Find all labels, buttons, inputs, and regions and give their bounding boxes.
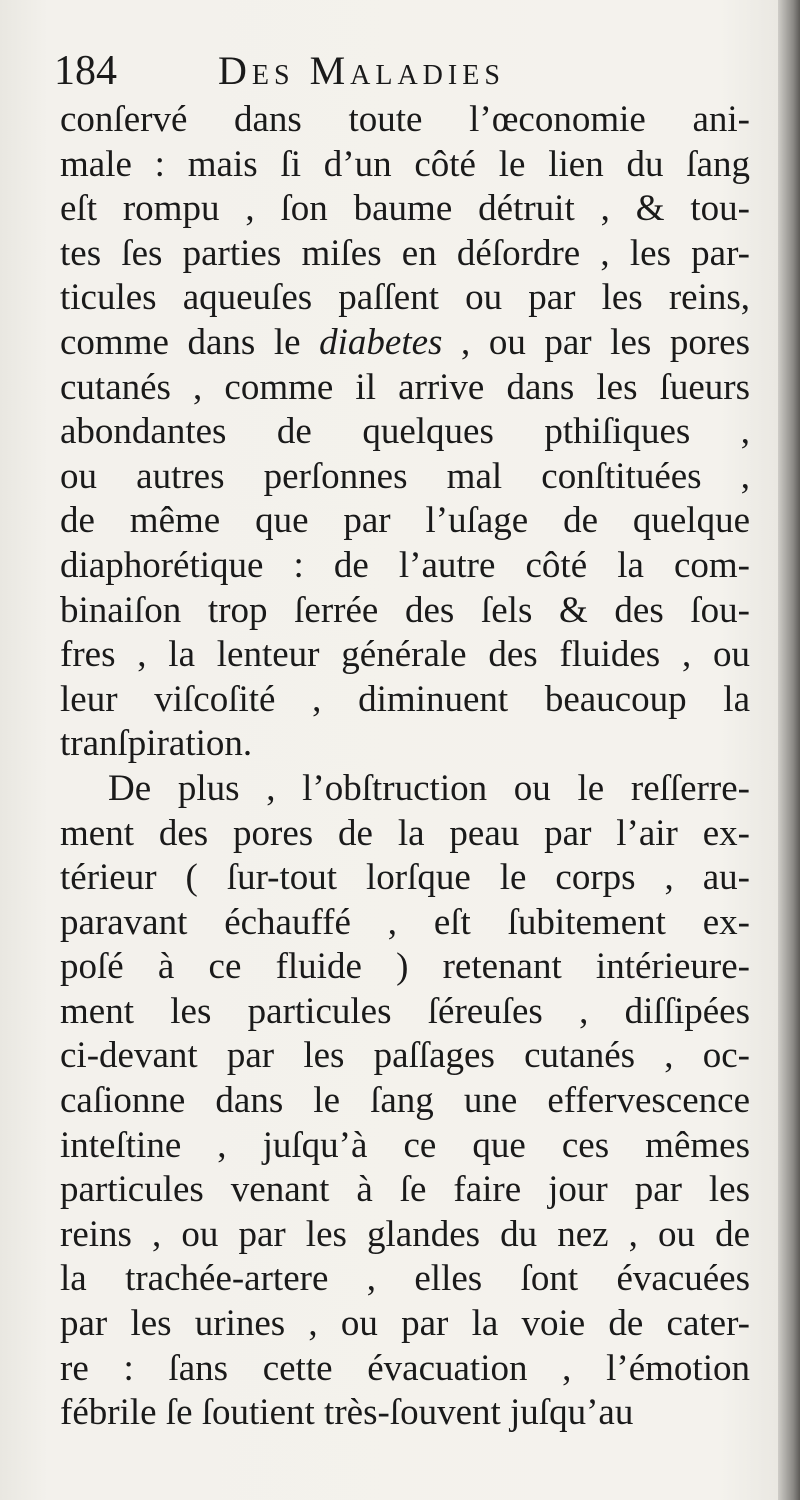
text-line: cutanés , comme il arrive dans les ſueurs [60, 366, 750, 408]
text-line: caſionne dans le ſang une effervescence [60, 1080, 750, 1122]
page-gutter-shadow [778, 0, 800, 1500]
text-line: abondantes de quelques pthiſiques , [60, 411, 750, 453]
text-line: ci-devant par les paſſages cutanés , oc- [60, 1035, 750, 1077]
text-line: male : mais ſi d’un côté le lien du ſang [60, 143, 750, 185]
text-line: fébrile ſe ſoutient très-ſouvent juſqu’au [60, 1392, 634, 1434]
text-line: reins , ou par les glandes du nez , ou de [60, 1213, 750, 1255]
text-line: tes ſes parties miſes en déſordre , les par- [60, 232, 750, 274]
text-line: diaphorétique : de l’autre côté la com- [60, 544, 750, 586]
text-line: tranſpiration. [60, 723, 253, 765]
text-line: comme dans le diabetes , ou par les pores [60, 321, 750, 363]
text-line: De plus , l’obſtruction ou le reſſerre- [108, 767, 750, 809]
text-line: fres , la lenteur générale des fluides , ou [60, 634, 750, 676]
text-line: térieur ( ſur-tout lorſque le corps , au- [60, 857, 750, 899]
text-line: eſt rompu , ſon baume détruit , & tou- [60, 188, 750, 230]
text-line: ment les particules ſéreuſes , diſſipées [60, 990, 750, 1032]
text-line: binaiſon trop ſerrée des ſels & des ſou- [60, 589, 750, 631]
text-line: conſervé dans toute l’œconomie ani- [60, 99, 750, 140]
paragraph-2 [60, 767, 750, 1436]
running-head: Des Maladies [218, 48, 505, 93]
text-line: ticules aqueuſes paſſent ou par les reins, [60, 277, 750, 319]
text-line: leur viſcoſité , diminuent beaucoup la [60, 678, 750, 720]
text-line: ment des pores de la peau par l’air ex- [60, 812, 750, 854]
body-text [60, 98, 750, 1436]
text-line: par les urines , ou par la voie de cater- [60, 1303, 750, 1345]
text-line: ou autres perſonnes mal conſtituées , [60, 455, 750, 497]
text-line: la trachée-artere , elles ſont évacuées [60, 1258, 750, 1300]
text-line: inteſtine , juſqu’à ce que ces mêmes [60, 1124, 750, 1166]
text-line: paravant échauffé , eſt ſubitement ex- [60, 901, 750, 943]
italic-term: diabetes [319, 321, 443, 363]
page-number: 184 [54, 48, 117, 94]
text-line: de même que par l’uſage de quelque [60, 500, 750, 542]
text-line: re : ſans cette évacuation , l’émotion [60, 1347, 750, 1389]
page-header [54, 40, 754, 98]
text-line: poſé à ce fluide ) retenant intérieure- [60, 946, 750, 988]
paragraph-1 [60, 98, 750, 767]
text-line: particules venant à ſe faire jour par les [60, 1169, 750, 1211]
